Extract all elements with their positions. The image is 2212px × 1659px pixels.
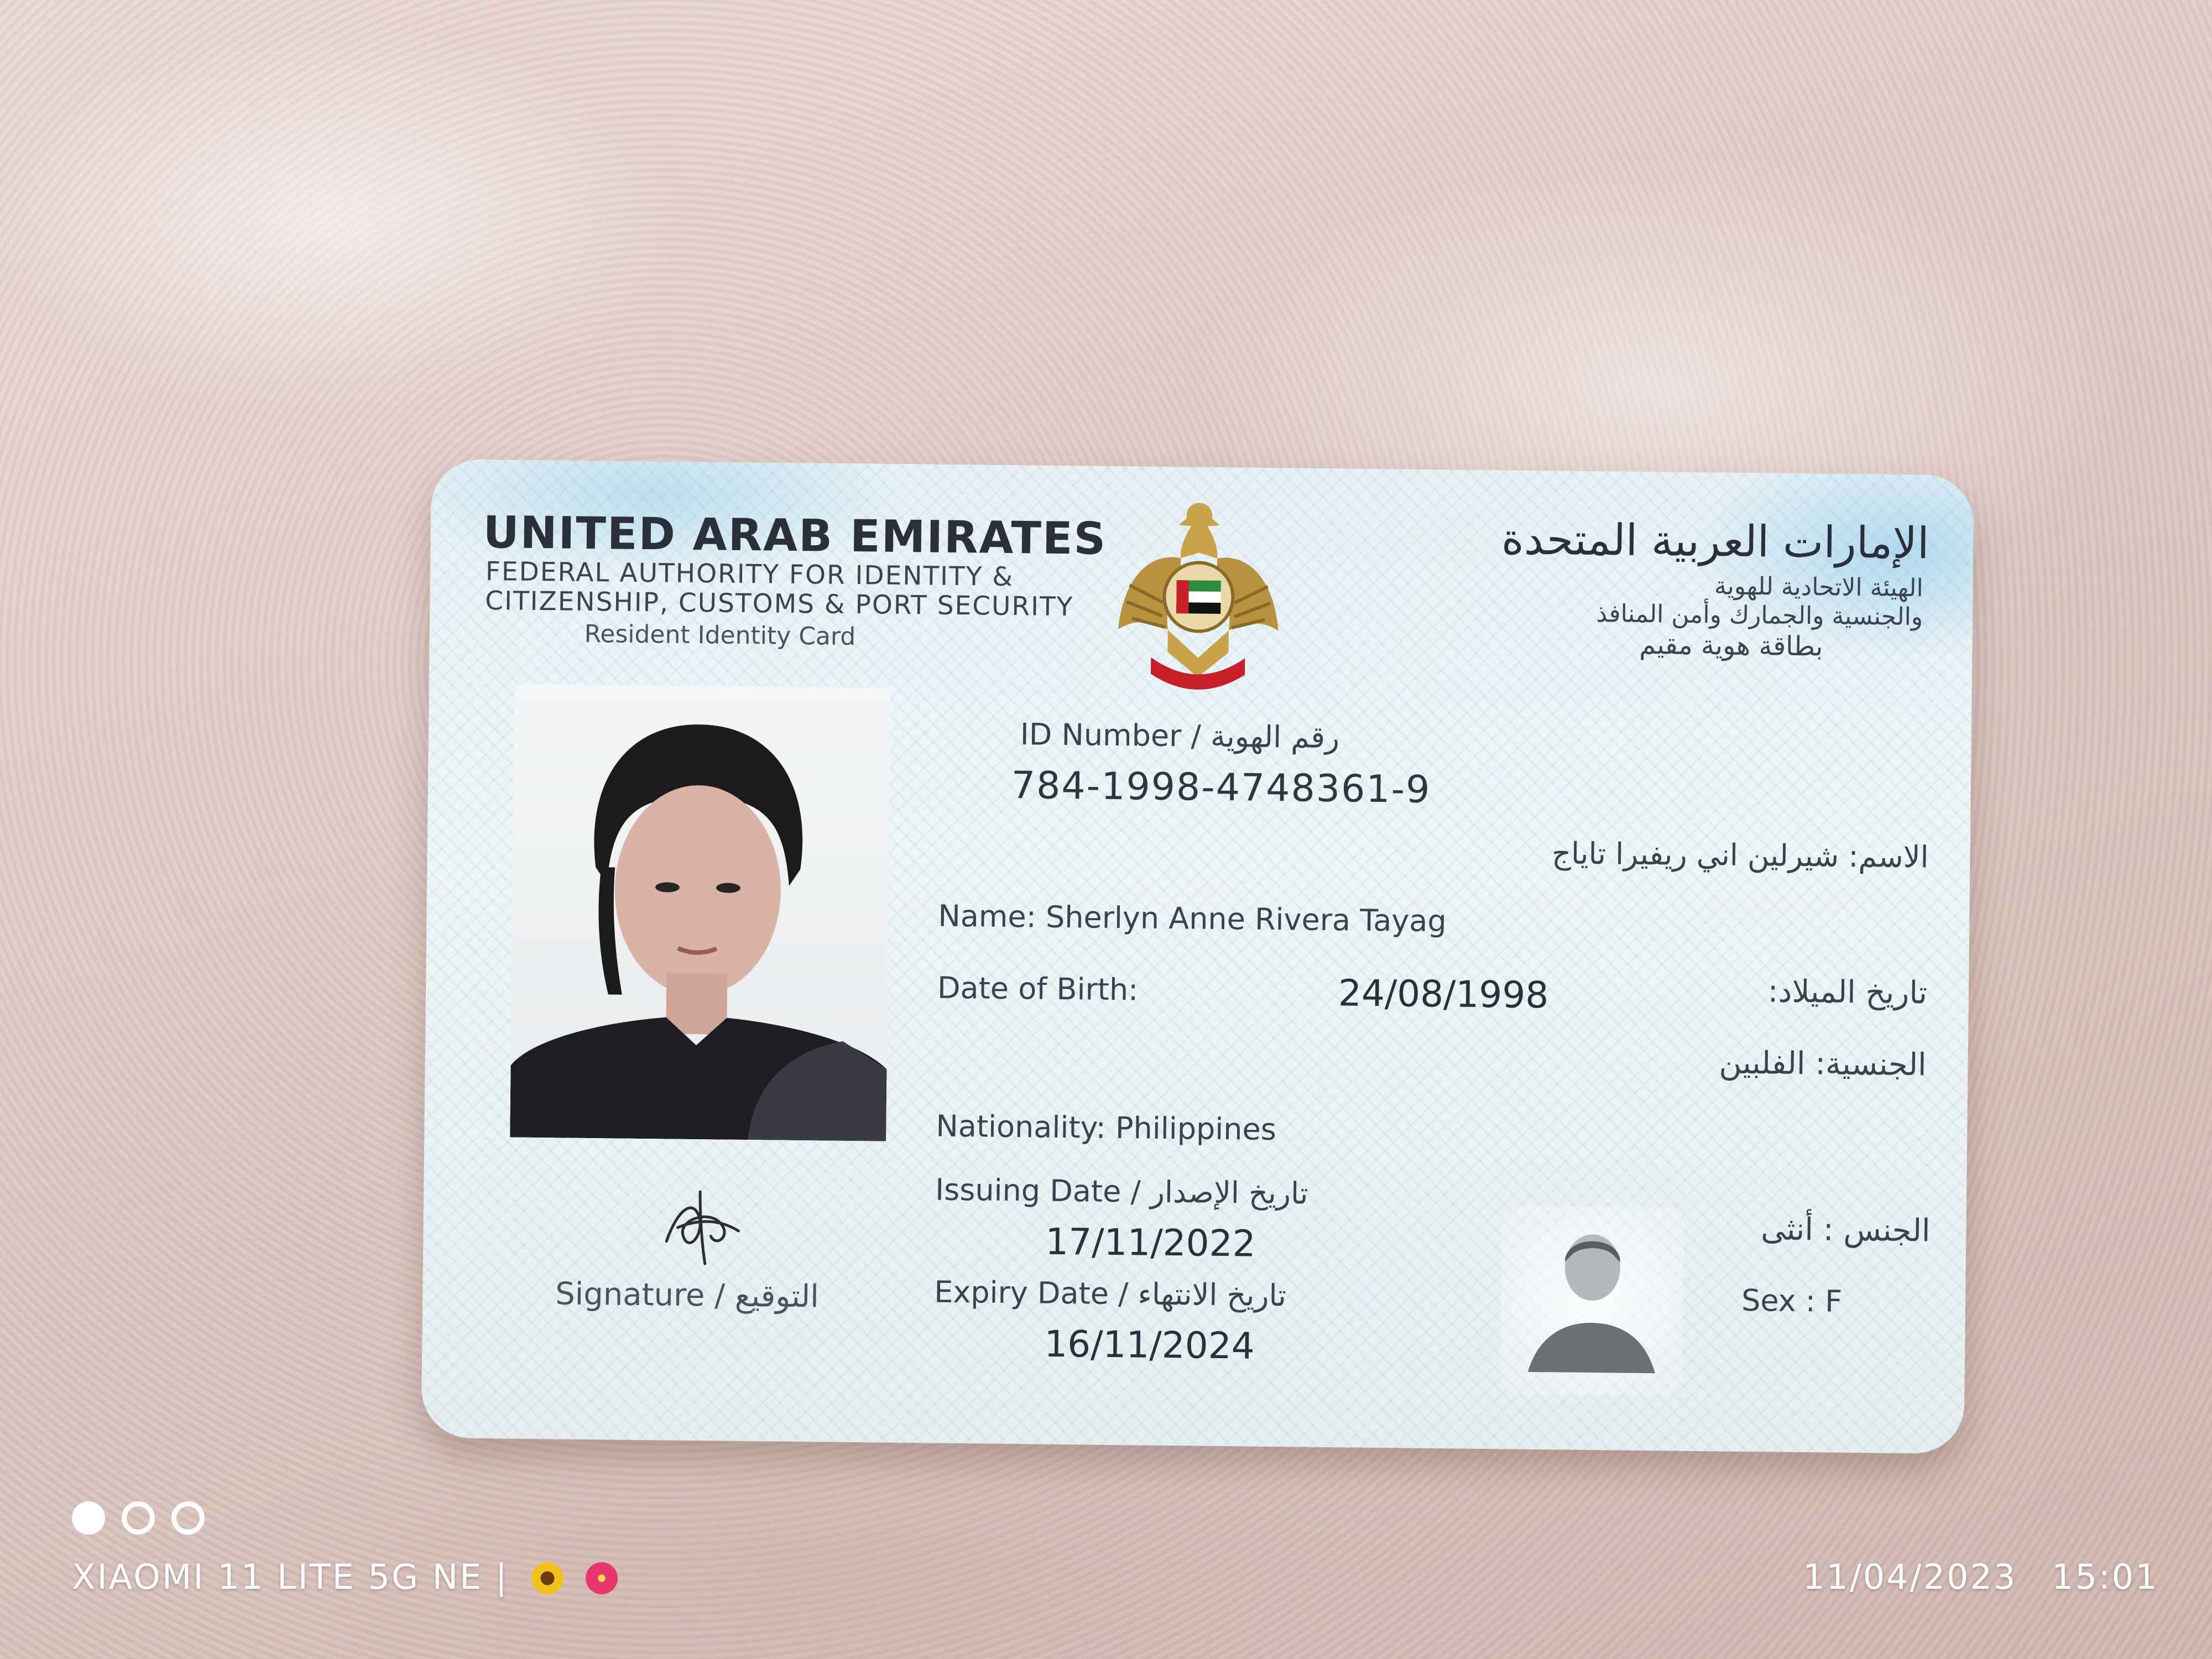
id-number-label: ID Number / رقم الهوية [1020, 717, 1340, 755]
header-authority-ar-line2: والجنسية والجمارك وأمن المنافذ [1596, 599, 1923, 632]
id-number-value: 784-1998-4748361-9 [1011, 764, 1431, 812]
dot-icon [171, 1501, 205, 1535]
camera-watermark-model [72, 1557, 618, 1597]
camera-watermark-dots [72, 1501, 205, 1535]
date-of-birth-label-ar: تاريخ الميلاد: [1767, 973, 1928, 1011]
date-of-birth-value: 24/08/1998 [1338, 972, 1549, 1017]
sunflower-icon [531, 1562, 564, 1594]
nationality-en: Nationality: Philippines [936, 1108, 1277, 1147]
sex-en: Sex : F [1741, 1282, 1843, 1319]
issuing-date-label: Issuing Date / تاريخ الإصدار [935, 1172, 1308, 1211]
device-model: XIAOMI 11 LITE 5G NE | [72, 1557, 509, 1597]
id-card [421, 459, 1974, 1454]
dot-icon [122, 1501, 155, 1535]
name-en: Name: Sherlyn Anne Rivera Tayag [938, 898, 1447, 939]
expiry-date-label: Expiry Date / تاريخ الانتهاء [933, 1274, 1287, 1313]
holder-photo [510, 684, 891, 1141]
ghost-photo [1500, 1206, 1684, 1395]
camera-watermark-date: 11/04/2023 [1803, 1557, 2017, 1597]
header-card-type-en: Resident Identity Card [584, 619, 856, 651]
issuing-date-value: 17/11/2022 [1045, 1220, 1256, 1265]
signature-label: Signature / التوقيع [555, 1276, 820, 1315]
header-authority-en-line2: CITIZENSHIP, CUSTOMS & PORT SECURITY [485, 586, 1074, 623]
header-authority-en-line1: FEDERAL AUTHORITY FOR IDENTITY & [485, 556, 1014, 593]
uae-emblem-icon [1107, 491, 1291, 697]
header-authority-ar-line1: الهيئة الاتحادية للهوية [1714, 572, 1923, 603]
expiry-date-value: 16/11/2024 [1044, 1322, 1255, 1368]
camera-watermark-time: 15:01 [2052, 1557, 2159, 1597]
signature-mark [644, 1175, 756, 1270]
nationality-ar: الجنسية: الفلبين [1719, 1045, 1927, 1083]
dot-icon [72, 1501, 105, 1535]
date-of-birth-label: Date of Birth: [937, 970, 1139, 1008]
sex-ar: الجنس : أنثى [1760, 1211, 1931, 1249]
header-card-type-ar: بطاقة هوية مقيم [1639, 629, 1823, 662]
header-country-ar: الإمارات العربية المتحدة [1501, 514, 1930, 569]
name-ar: الاسم: شيرلين اني ريفيرا تاياج [1551, 836, 1929, 875]
header-country-en: UNITED ARAB EMIRATES [483, 506, 1107, 565]
hibiscus-icon [586, 1562, 618, 1594]
